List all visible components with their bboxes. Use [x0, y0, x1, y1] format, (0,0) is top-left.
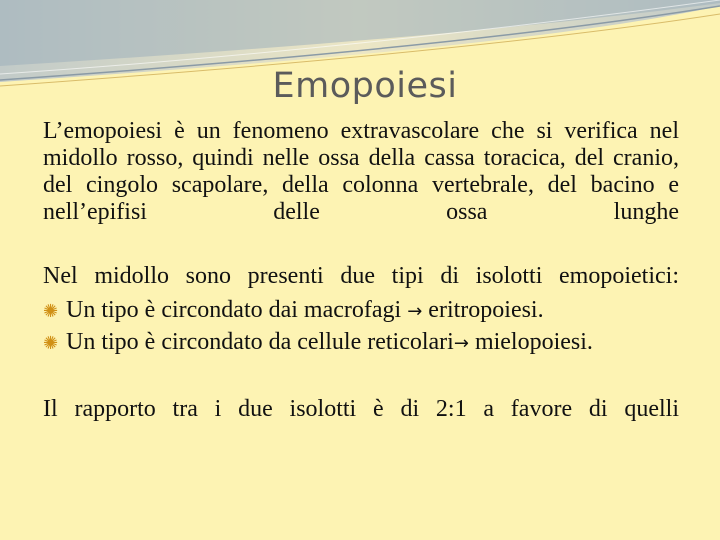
slide-content	[43, 118, 679, 423]
bullet-text-after: mielopoiesi.	[468, 329, 593, 355]
bullet-item	[43, 329, 679, 357]
bullet-text: Un tipo è circondato da cellule reticolari	[66, 329, 454, 355]
bullet-item	[43, 297, 679, 325]
arrow-icon: →	[407, 301, 423, 322]
paragraph-isolotti: Nel midollo sono presenti due tipi di isolotti emopoietici:	[43, 263, 679, 289]
arrow-icon: →	[453, 333, 469, 354]
sparkle-bullet-icon: ✺	[43, 333, 59, 354]
bullet-text: Un tipo è circondato dai macrofagi	[66, 297, 408, 323]
paragraph-intro: L’emopoiesi è un fenomeno extravascolare che si verifica nel midollo rosso, quindi nelle ossa della cassa toracica, del cranio, del cingolo scapolare, della colonna vertebrale, del bacino e nell’epifisi delle ossa lunghe	[43, 118, 679, 225]
bullet-text-after: eritropoiesi.	[422, 297, 544, 323]
paragraph-ratio: Il rapporto tra i due isolotti è di 2:1 a favore di quelli	[43, 396, 679, 422]
sparkle-bullet-icon: ✺	[43, 301, 59, 322]
slide-title: Emopoiesi	[272, 66, 458, 106]
